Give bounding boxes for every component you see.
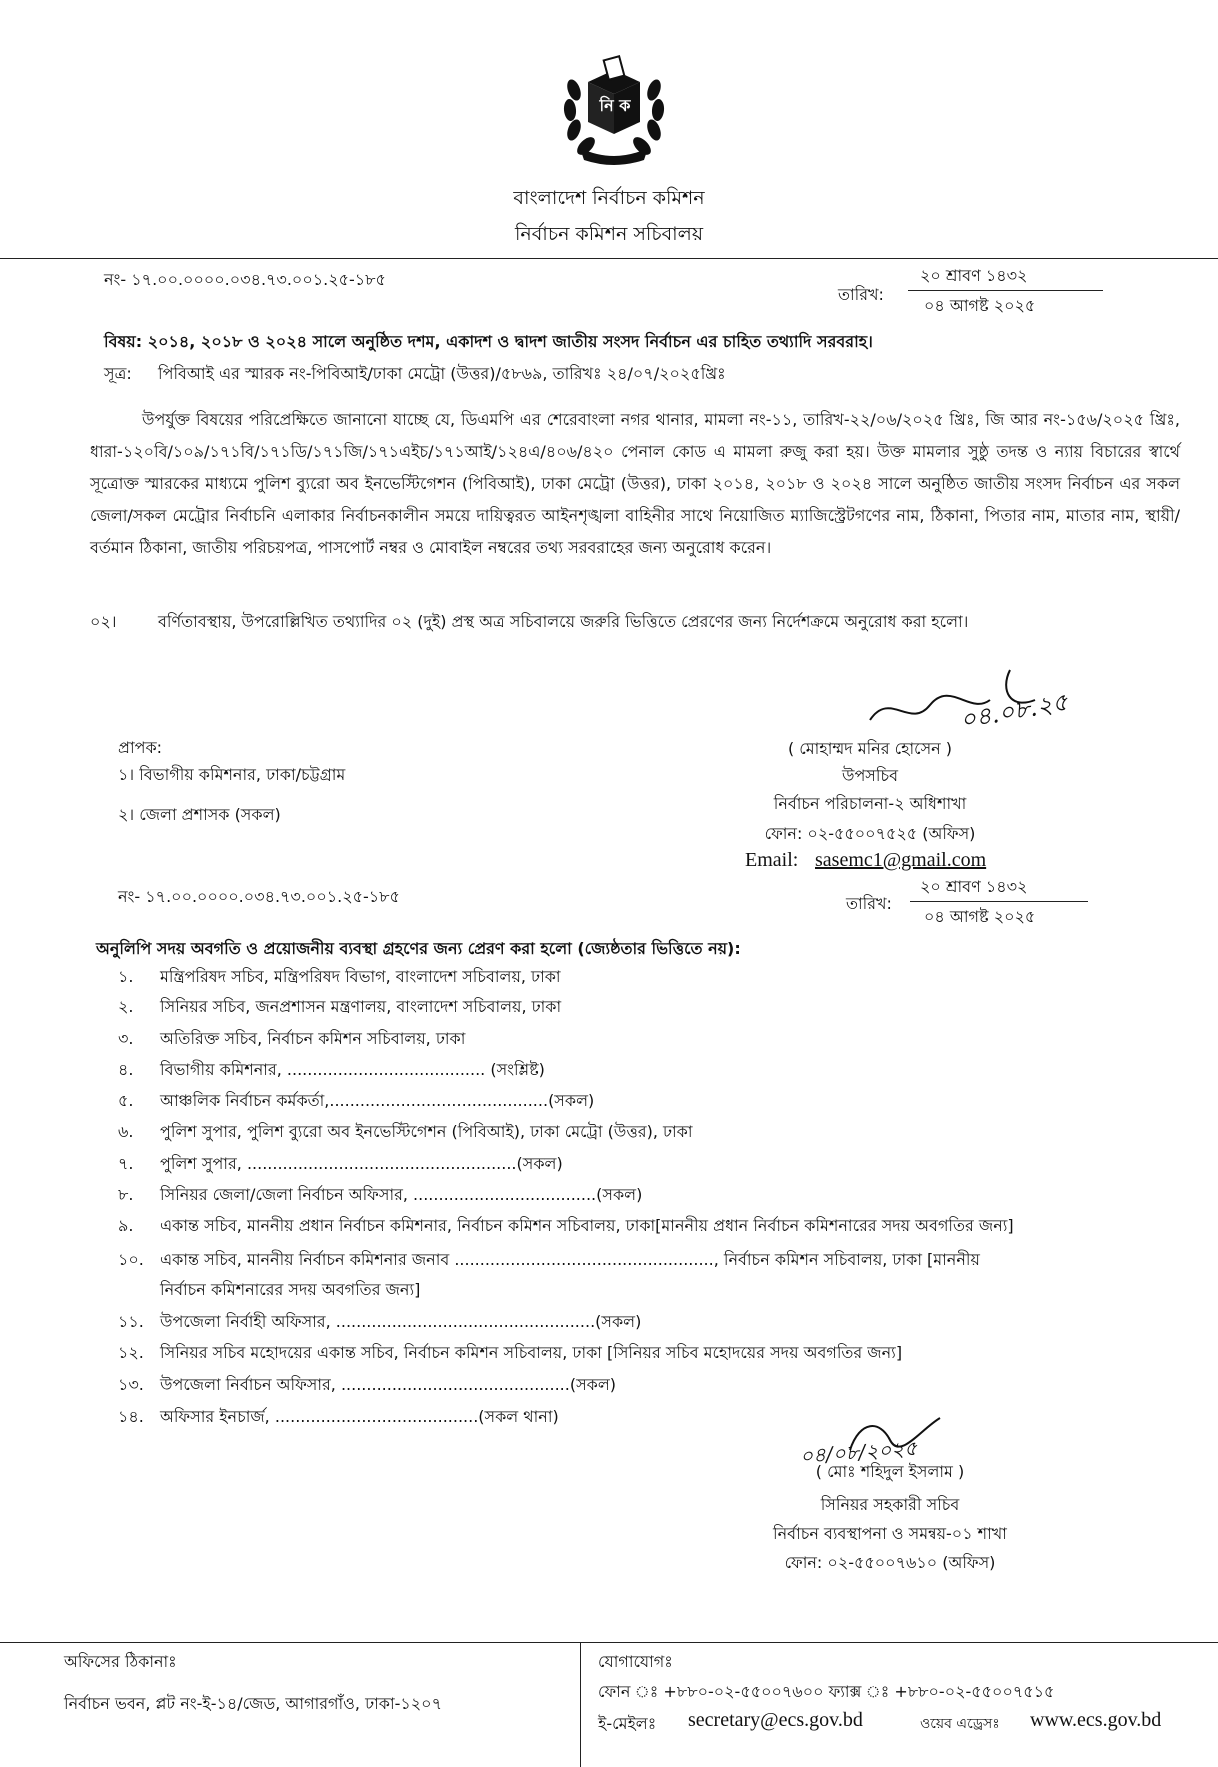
copy-memo-ref-no: নং- ১৭.০০.০০০০.০৩৪.৭৩.০০১.২৫-১৮৫	[118, 887, 400, 906]
memo-ref-no: নং- ১৭.০০.০০০০.০৩৪.৭৩.০০১.২৫-১৮৫	[104, 270, 386, 289]
date-bangla: ২০ শ্রাবণ ১৪৩২	[920, 266, 1028, 285]
signatory-1-name: ( মোহাম্মদ মনির হোসেন )	[787, 739, 953, 758]
signatory-1-email-label: Email:	[745, 849, 799, 871]
org-name: বাংলাদেশ নির্বাচন কমিশন	[513, 187, 705, 209]
footer-divider-top	[0, 1642, 1218, 1643]
signatory-1-phone: ফোন: ০২-৫৫০০৭৫২৫ (অফিস)	[764, 824, 976, 843]
signatory-2-branch: নির্বাচন ব্যবস্থাপনা ও সমন্বয়-০১ শাখা	[773, 1524, 1007, 1543]
recipient-item: ১। বিভাগীয় কমিশনার, ঢাকা/চট্টগ্রাম	[118, 765, 346, 784]
signatory-1-designation: উপসচিব	[841, 766, 898, 785]
footer-address: নির্বাচন ভবন, প্লট নং-ই-১৪/জেড, আগারগাঁও, ঢাকা-১২০৭	[64, 1694, 442, 1713]
date-label: তারিখ:	[838, 285, 884, 304]
copy-date-divider	[910, 901, 1088, 902]
copy-list-item: ১০. একান্ত সচিব, মাননীয় নির্বাচন কমিশনার জনাব ..................................................., নির্বাচন কমিশন সচিবালয়, ঢাকা [মাননীয়	[118, 1250, 980, 1269]
body-paragraph-1: উপর্যুক্ত বিষয়ের পরিপ্রেক্ষিতে জানানো যাচ্ছে যে, ডিএমপি এর শেরেবাংলা নগর থানার, মামলা নং-১১, তারিখ-২২/০৬/২০২৫ খ্রিঃ, জি আর নং-১৫৬/২০২৫ খ্রিঃ, ধারা-১২০বি/১০৯/১৭১বি/১৭১ডি/১৭১জি/১৭১এইচ/১৭১আই/১২৪এ/৪০৬/৪২০ পেনাল কোড এ মামলা রুজু করা হয়। উক্ত মামলার সুষ্ঠু তদন্ত ও ন্যায় বিচারের স্বার্থে সূত্রোক্ত স্মারকের মাধ্যমে পুলিশ ব্যুরো অব ইনভেস্টিগেশন (পিবিআই), ঢাকা মেট্রো (উত্তর), ঢাকা ২০১৪, ২০১৮ ও ২০২৪ সালে অনুষ্ঠিত জাতীয় সংসদ নির্বাচন এর সকল জেলা/সকল মেট্রোর নির্বাচনি এলাকার নির্বাচনকালীন সময়ে দায়িত্বরত আইনশৃঙ্খলা বাহিনীর সাথে নিয়োজিত ম্যাজিস্ট্রেটগণের নাম, ঠিকানা, পিতার নাম, মাতার নাম, স্থায়ী/বর্তমান ঠিকানা, জাতীয় পরিচয়পত্র, পাসপোর্ট নম্বর ও মোবাইল নম্বরের তথ্য সরবরাহের জন্য অনুরোধ করেন।	[90, 410, 1180, 557]
copy-date-bangla: ২০ শ্রাবণ ১৪৩২	[920, 877, 1028, 896]
subject-line: বিষয়: ২০১৪, ২০১৮ ও ২০২৪ সালে অনুষ্ঠিত দশম, একাদশ ও দ্বাদশ জাতীয় সংসদ নির্বাচন এর চাহিত তথ্যাদি সরবরাহ।	[104, 332, 873, 351]
copy-list-item: ৯. একান্ত সচিব, মাননীয় প্রধান নির্বাচন কমিশনার, নির্বাচন কমিশন সচিবালয়, ঢাকা[মাননীয় প্রধান নির্বাচন কমিশনারের সদয় অবগতির জন্য]	[118, 1216, 1014, 1235]
signatory-2-phone: ফোন: ০২-৫৫০০৭৬১০ (অফিস)	[784, 1553, 996, 1572]
copy-list-item: ৩. অতিরিক্ত সচিব, নির্বাচন কমিশন সচিবালয়, ঢাকা	[118, 1029, 466, 1048]
logo-ribbon-text: বাংলাদেশ	[596, 146, 632, 156]
reference-text: পিবিআই এর স্মারক নং-পিবিআই/ঢাকা মেট্রো (উত্তর)/৫৮৬৯, তারিখঃ ২৪/০৭/২০২৫খ্রিঃ	[158, 364, 726, 383]
signatory-2-name: ( মোঃ শহিদুল ইসলাম )	[815, 1462, 965, 1481]
header-divider	[0, 258, 1218, 259]
secretariat-name: নির্বাচন কমিশন সচিবালয়	[514, 223, 704, 245]
footer-phone-fax: ফোন ঃ +৮৮০-০২-৫৫০০৭৬০০ ফ্যাক্স ঃ +৮৮০-০২-৫৫০০৭৫১৫	[598, 1682, 1055, 1701]
copy-heading: অনুলিপি সদয় অবগতি ও প্রয়োজনীয় ব্যবস্থা গ্রহণের জন্য প্রেরণ করা হলো (জ্যেষ্ঠতার ভিত্তিতে নয়):	[96, 939, 741, 958]
copy-list-item: ৪. বিভাগীয় কমিশনার, ....................................... (সংশ্লিষ্ট)	[118, 1060, 545, 1079]
copy-list-item: ১১. উপজেলা নির্বাহী অফিসার, ...................................................(সকল)	[118, 1312, 642, 1331]
body-paragraph-2: বর্ণিতাবস্থায়, উপরোল্লিখিত তথ্যাদির ০২ (দুই) প্রস্থ অত্র সচিবালয়ে জরুরি ভিত্তিতে প্রেরণের জন্য নির্দেশক্রমে অনুরোধ করা হলো।	[158, 612, 969, 631]
date-divider	[908, 290, 1103, 291]
footer-address-label: অফিসের ঠিকানাঃ	[64, 1652, 177, 1671]
paragraph-2-number: ০২।	[90, 612, 117, 631]
signatory-1-email-link[interactable]: sasemc1@gmail.com	[815, 849, 987, 871]
footer-web-link[interactable]: www.ecs.gov.bd	[1030, 1709, 1162, 1731]
copy-list-item: ২. সিনিয়র সচিব, জনপ্রশাসন মন্ত্রণালয়, বাংলাদেশ সচিবালয়, ঢাকা	[118, 997, 562, 1016]
copy-list-item: ৭. পুলিশ সুপার, .....................................................(সকল)	[118, 1154, 563, 1173]
copy-list-item: ১. মন্ত্রিপরিষদ সচিব, মন্ত্রিপরিষদ বিভাগ, বাংলাদেশ সচিবালয়, ঢাকা	[118, 967, 561, 986]
copy-list-item: ১৩. উপজেলা নির্বাচন অফিসার, .............................................(সকল)	[118, 1375, 617, 1394]
footer-contact-label: যোগাযোগঃ	[598, 1652, 673, 1671]
footer-column-divider	[580, 1643, 581, 1767]
copy-list-item-continuation: নির্বাচন কমিশনারের সদয় অবগতির জন্য]	[160, 1280, 421, 1299]
copy-list-item: ৮. সিনিয়র জেলা/জেলা নির্বাচন অফিসার, ....................................(সকল)	[118, 1185, 643, 1204]
signature-2-date: ০৪/০৮/২০২৫	[799, 1435, 918, 1469]
copy-list-item: ৬. পুলিশ সুপার, পুলিশ ব্যুরো অব ইনভেস্টিগেশন (পিবিআই), ঢাকা মেট্রো (উত্তর), ঢাকা	[118, 1122, 693, 1141]
signatory-2-designation: সিনিয়র সহকারী সচিব	[820, 1495, 960, 1514]
recipient-item: ২। জেলা প্রশাসক (সকল)	[118, 805, 281, 824]
copy-list-item: ১২. সিনিয়র সচিব মহোদয়ের একান্ত সচিব, নির্বাচন কমিশন সচিবালয়, ঢাকা [সিনিয়র সচিব মহোদয়ের সদয় অবগতির জন্য]	[118, 1343, 903, 1362]
date-english: ০৪ আগষ্ট ২০২৫	[924, 296, 1036, 315]
signatory-1-branch: নির্বাচন পরিচালনা-২ অধিশাখা	[773, 794, 967, 813]
copy-list-item: ১৪. অফিসার ইনচার্জ, ........................................(সকল থানা)	[118, 1407, 559, 1426]
copy-date-english: ০৪ আগষ্ট ২০২৫	[924, 907, 1036, 926]
signature-1-date: ০৪.০৮.২৫	[958, 687, 1071, 735]
recipients-label: প্রাপক:	[118, 738, 163, 757]
reference-label: সূত্র:	[104, 364, 132, 383]
copy-date-label: তারিখ:	[846, 894, 892, 913]
footer-email-label: ই-মেইলঃ	[598, 1714, 657, 1733]
footer-web-label: ওয়েব এড্রেসঃ	[920, 1716, 1000, 1732]
copy-list-item: ৫. আঞ্চলিক নির্বাচন কর্মকর্তা,...........................................(সকল)	[118, 1091, 595, 1110]
footer-email-link[interactable]: secretary@ecs.gov.bd	[688, 1709, 863, 1731]
logo-initials: নি ক	[599, 96, 631, 115]
